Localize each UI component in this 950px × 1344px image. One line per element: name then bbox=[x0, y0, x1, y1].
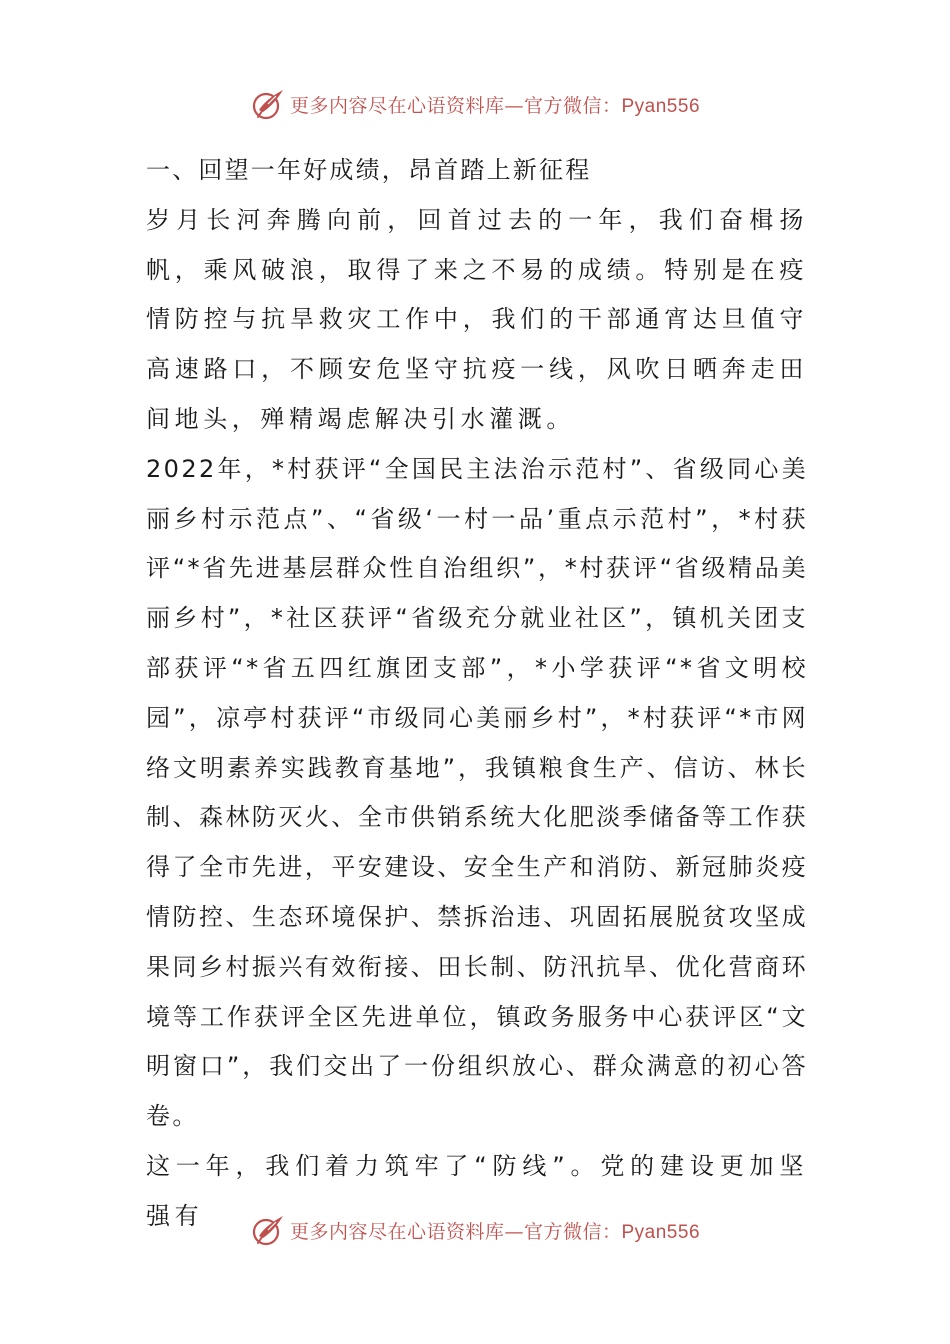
banner-label bbox=[290, 1217, 700, 1244]
wechat-id: Pyan556 bbox=[621, 95, 701, 117]
banner-label bbox=[290, 91, 700, 118]
paragraph-3: 这一年，我们着力筑牢了“防线”。党的建设更加坚强有 bbox=[146, 1151, 808, 1230]
wechat-id: Pyan556 bbox=[621, 1221, 701, 1243]
paragraph-2: 2022年，*村获评“全国民主法治示范村”、省级同心美丽乡村示范点”、“省级‘一村一品’重点示范村”，*村获评“*省先进基层群众性自治组织”，*村获评“省级精品美丽乡村”，*社区获评“省级充分就业社区”，镇机关团支部获评“*省五四红旗团支部”，*小学获评“*省文明校园”，凉亭村获评“市级同心美丽乡村”，*村获评“*市网络文明素养实践教育基地”，我镇粮食生产、信访、林长制、森林防灭火、全市供销系统大化肥淡季储备等工作获得了全市先进，平安建设、安全生产和消防、新冠肺炎疫情防控、生态环境保护、禁拆治违、巩固拓展脱贫攻坚成果同乡村振兴有效衔接、田长制、防汛抗旱、优化营商环境等工作获评全区先进单位，镇政务服务中心获评区“文明窗口”，我们交出了一份组织放心、群众满意的初心答卷。 bbox=[146, 454, 808, 1131]
banner-text: 更多内容尽在心语资料库—官方微信： bbox=[289, 1220, 622, 1243]
section-heading: 一、回望一年好成绩，昂首踏上新征程 bbox=[146, 156, 592, 184]
document-body bbox=[146, 146, 808, 1242]
header-banner bbox=[0, 84, 950, 124]
quill-logo-icon bbox=[250, 1212, 286, 1248]
paragraph-1: 岁月长河奔腾向前，回首过去的一年，我们奋楫扬帆，乘风破浪，取得了来之不易的成绩。特别是在疫情防控与抗旱救灾工作中，我们的干部通宵达旦值守高速路口，不顾安危坚守抗疫一线，风吹日晒奔走田间地头，殚精竭虑解决引水灌溉。 bbox=[146, 205, 808, 433]
footer-banner bbox=[0, 1210, 950, 1250]
quill-logo-icon bbox=[250, 86, 286, 122]
banner-text: 更多内容尽在心语资料库—官方微信： bbox=[289, 94, 622, 117]
